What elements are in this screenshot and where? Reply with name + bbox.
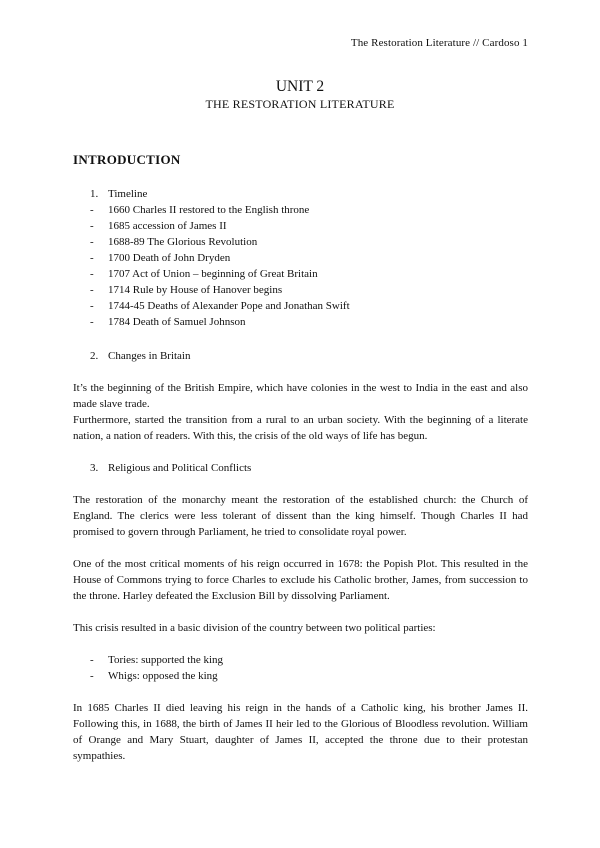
list-item: - Tories: supported the king	[90, 654, 224, 666]
list-item: - 1688-89 The Glorious Revolution	[90, 236, 258, 248]
unit-subtitle: THE RESTORATION LITERATURE	[205, 97, 395, 111]
section-conflicts-heading	[73, 460, 528, 476]
section-title: Timeline	[108, 188, 148, 200]
section-title: Religious and Political Conflicts	[108, 462, 252, 474]
section-number: 2.	[90, 350, 99, 362]
list-item: - 1700 Death of John Dryden	[90, 252, 231, 264]
dash-bullet: -	[90, 670, 94, 682]
dash-bullet: -	[90, 284, 94, 296]
parties-list	[73, 652, 528, 684]
dash-bullet: -	[90, 268, 94, 280]
section-timeline-heading	[73, 186, 528, 202]
paragraph: In 1685 Charles II died leaving his reign in the hands of a Catholic king, his brother James II. Following this, in 1688, the birth of James II heir led to the Glorious of Bloodless revolution. William of Orange and Mary Stuart, daughter of James II, accepted the throne due to their protestan sympathies.	[73, 702, 528, 762]
section-title: Changes in Britain	[108, 350, 191, 362]
section-number: 3.	[90, 462, 99, 474]
dash-bullet: -	[90, 252, 94, 264]
list-item: - 1784 Death of Samuel Johnson	[90, 316, 246, 328]
unit-title: UNIT 2	[275, 78, 325, 95]
paragraph: One of the most critical moments of his reign occurred in 1678: the Popish Plot. This resulted in the House of Commons trying to force Charles to exclude his Catholic brother, James, from succession to the throne. Harley defeated the Exclusion Bill by dissolving Parliament.	[73, 558, 528, 602]
list-item: - 1707 Act of Union – beginning of Great Britain	[90, 268, 318, 280]
list-item: - 1714 Rule by House of Hanover begins	[90, 284, 283, 296]
running-header: The Restoration Literature // Cardoso 1	[350, 37, 528, 49]
list-item: - 1660 Charles II restored to the English throne	[90, 204, 310, 216]
dash-bullet: -	[90, 316, 94, 328]
dash-bullet: -	[90, 236, 94, 248]
timeline-list	[73, 202, 528, 330]
paragraph: It’s the beginning of the British Empire, which have colonies in the west to India in the east and also made slave trade.	[73, 382, 528, 410]
section-changes-heading	[73, 348, 528, 364]
dash-bullet: -	[90, 204, 94, 216]
document-body	[73, 186, 528, 764]
section-number: 1.	[90, 188, 99, 200]
list-item: - 1685 accession of James II	[90, 220, 227, 232]
dash-bullet: -	[90, 300, 94, 312]
list-item: - Whigs: opposed the king	[90, 670, 218, 682]
dash-bullet: -	[90, 654, 94, 666]
paragraph: The restoration of the monarchy meant the restoration of the established church: the Church of England. The clerics were less tolerant of dissent than the king himself. Though Charles II had promised to govern through Parliament, he tried to consolidate royal power.	[73, 494, 528, 538]
list-item: - 1744-45 Deaths of Alexander Pope and Jonathan Swift	[90, 300, 350, 312]
paragraph: Furthermore, started the transition from a rural to an urban society. With the beginning of a literate nation, a nation of readers. With this, the crisis of the old ways of life has begun.	[73, 414, 528, 442]
dash-bullet: -	[90, 220, 94, 232]
introduction-heading: INTRODUCTION	[73, 152, 181, 167]
paragraph: This crisis resulted in a basic division of the country between two political parties:	[73, 622, 436, 634]
